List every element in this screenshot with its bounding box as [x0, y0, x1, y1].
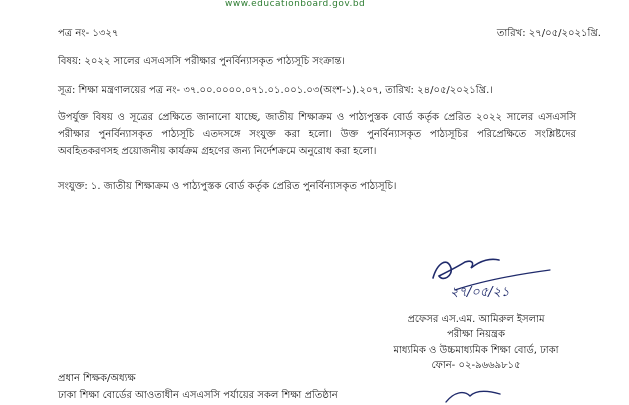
top-url-strip: [225, 0, 395, 9]
subject-line: বিষয়: ২০২২ সালের এসএসসি পরীক্ষার পুনর্বিন্যাসকৃত পাঠ্যসূচি সংক্রান্ত।: [58, 56, 345, 67]
signatory-phone: ফোন- ০২-৯৬৬৯৮১৫: [431, 360, 521, 371]
signatory-name: প্রফেসর এস.এম. আমিরুল ইসলাম: [407, 314, 545, 325]
top-url[interactable]: www.educationboard.gov.bd: [225, 0, 366, 9]
recipient-title: প্রধান শিক্ষক/অধ্যক্ষ: [58, 373, 136, 384]
signatory-office: মাধ্যমিক ও উচ্চমাধ্যমিক শিক্ষা বোর্ড, ঢাকা: [393, 345, 559, 356]
body-paragraph: উপর্যুক্ত বিষয় ও সূত্রের প্রেক্ষিতে জানানো যাচ্ছে, জাতীয় শিক্ষাক্রম ও পাঠ্যপুস্তক বোর্ড কর্তৃক প্রেরিত ২০২২ সালের এসএসসি পরীক্ষার পুনর্বিন্যাসকৃত পাঠ্যসূচি এতদসঙ্গে সংযুক্ত করা হলো। উক্ত পুনর্বিন্যাসকৃত পাঠ্যসূচির পরিপ্রেক্ষিতে সংশ্লিষ্টদের অবহিতকরণসহ প্রয়োজনীয় কার্যক্রম গ্রহণের জন্য নির্দেশক্রমে অনুরোধ করা হলো।: [58, 112, 576, 157]
signature-date: ২৭/০৫/২১: [450, 285, 510, 300]
initial-mark: [440, 386, 510, 405]
memo-number: পত্র নং- ১৩২৭: [58, 28, 119, 39]
recipient-institutions: ঢাকা শিক্ষা বোর্ডের আওতাধীন এসএসসি পর্যায়ের সকল শিক্ষা প্রতিষ্ঠান: [58, 390, 338, 401]
signature-mark: [425, 250, 565, 310]
signatory-designation: পরীক্ষা নিয়ন্ত্রক: [447, 329, 505, 340]
attachment-line: সংযুক্ত: ১. জাতীয় শিক্ষাক্রম ও পাঠ্যপুস্তক বোর্ড কর্তৃক প্রেরিত পুনর্বিন্যাসকৃত পাঠ্যসূচি।: [58, 181, 397, 192]
reference-line: সূত্র: শিক্ষা মন্ত্রণালয়ের পত্র নং- ৩৭.০০.০০০০.০৭১.০১.০০১.০৩(অংশ-১).২০৭, তারিখ: ২৪/০৫/২০২১খ্রি.।: [58, 85, 493, 96]
memo-date: তারিখ: ২৭/০৫/২০২১খ্রি.: [496, 28, 601, 39]
